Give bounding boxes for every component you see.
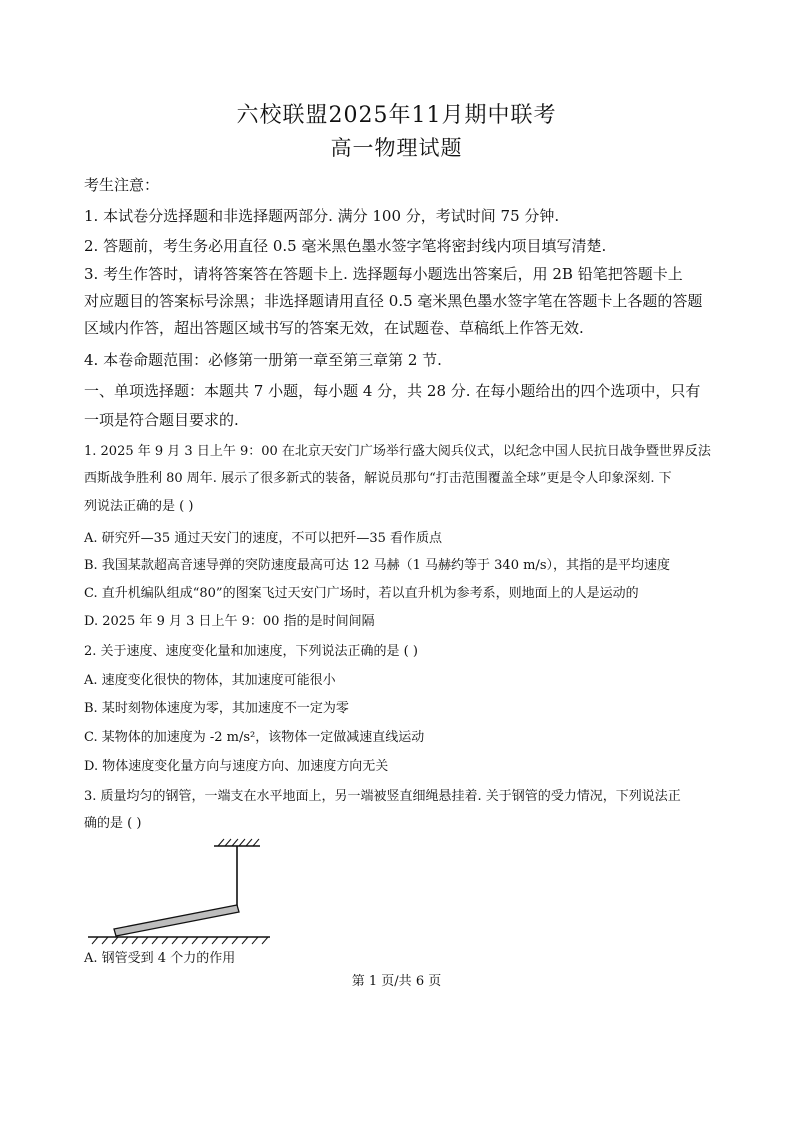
ground-hatch bbox=[92, 937, 268, 944]
q1-stem-line-3: 列说法正确的是 ( ) bbox=[84, 499, 194, 514]
q3-option-a: A. 钢管受到 4 个力的作用 bbox=[84, 951, 236, 966]
q1-option-c: C. 直升机编队组成“80”的图案飞过天安门广场时，若以直升机为参考系，则地面上的人是运动的 bbox=[84, 586, 639, 601]
section-heading-line-2: 一项是符合题目要求的. bbox=[84, 411, 239, 429]
page-footer: 第 1 页/共 6 页 bbox=[351, 974, 442, 989]
q1-option-a: A. 研究歼—35 通过天安门的速度，不可以把歼—35 看作质点 bbox=[84, 531, 443, 546]
q2-option-c: C. 某物体的加速度为 -2 m/s²，该物体一定做减速直线运动 bbox=[84, 730, 425, 745]
q3-stem-line-2: 确的是 ( ) bbox=[84, 816, 142, 831]
q2-option-b: B. 某时刻物体速度为零，其加速度不一定为零 bbox=[84, 701, 349, 716]
steel-pipe bbox=[114, 905, 239, 936]
q1-option-d: D. 2025 年 9 月 3 日上午 9：00 指的是时间间隔 bbox=[84, 614, 375, 629]
notice-item-3: 3. 考生作答时，请将答案答在答题卡上. 选择题每小题选出答案后，用 2B 铅笔把答题卡上 bbox=[84, 265, 683, 283]
q3-stem-line-1: 3. 质量均匀的钢管，一端支在水平地面上，另一端被竖直细绳悬挂着. 关于钢管的受力情况，下列说法正 bbox=[84, 789, 681, 804]
q2-option-d: D. 物体速度变化量方向与速度方向、加速度方向无关 bbox=[84, 759, 389, 774]
steel-pipe-figure bbox=[84, 836, 284, 946]
q1-option-b: B. 我国某款超高音速导弹的突防速度最高可达 12 马赫（1 马赫约等于 340 m/s），其指的是平均速度 bbox=[84, 558, 670, 573]
notice-heading: 考生注意： bbox=[84, 176, 160, 194]
exam-subtitle: 高一物理试题 bbox=[330, 136, 463, 160]
ceiling-hatch bbox=[218, 839, 259, 846]
q2-stem: 2. 关于速度、速度变化量和加速度，下列说法正确的是 ( ) bbox=[84, 644, 418, 659]
q1-stem-line-1: 1. 2025 年 9 月 3 日上午 9：00 在北京天安门广场举行盛大阅兵仪式，以纪念中国人民抗日战争暨世界反法 bbox=[84, 444, 711, 459]
section-heading-line-1: 一、单项选择题：本题共 7 小题，每小题 4 分，共 28 分. 在每小题给出的四个选项中，只有 bbox=[84, 382, 701, 400]
q2-option-a: A. 速度变化很快的物体，其加速度可能很小 bbox=[84, 673, 336, 688]
notice-item-3-cont-2: 区域内作答，超出答题区域书写的答案无效，在试题卷、草稿纸上作答无效. bbox=[84, 319, 584, 337]
exam-title: 六校联盟2025年11月期中联考 bbox=[236, 103, 557, 128]
notice-item-3-cont-1: 对应题目的答案标号涂黑；非选择题请用直径 0.5 毫米黑色墨水签字笔在答题卡上各题的答题 bbox=[84, 292, 703, 310]
notice-item-2: 2. 答题前，考生务必用直径 0.5 毫米黑色墨水签字笔将密封线内项目填写清楚. bbox=[84, 237, 607, 255]
notice-item-4: 4. 本卷命题范围：必修第一册第一章至第三章第 2 节. bbox=[84, 351, 442, 369]
q1-stem-line-2: 西斯战争胜利 80 周年. 展示了很多新式的装备，解说员那句“打击范围覆盖全球”更是令人印象深刻. 下 bbox=[84, 471, 672, 486]
notice-item-1: 1. 本试卷分选择题和非选择题两部分. 满分 100 分，考试时间 75 分钟. bbox=[84, 207, 560, 225]
